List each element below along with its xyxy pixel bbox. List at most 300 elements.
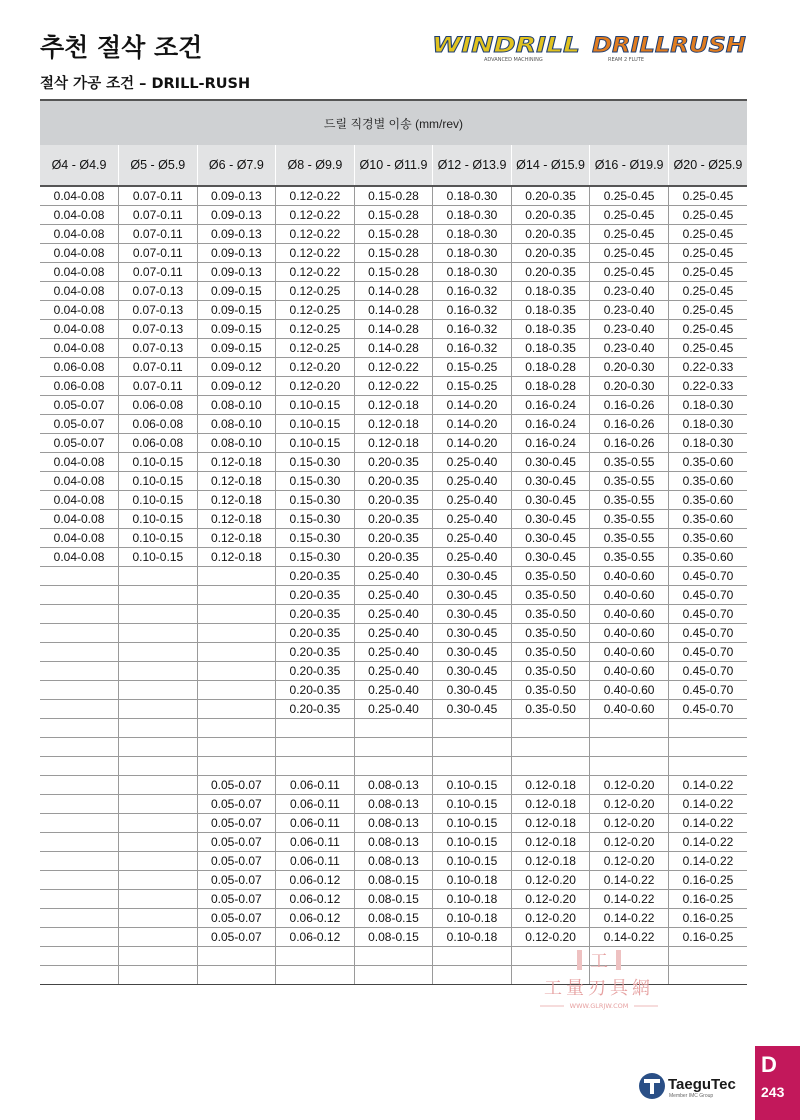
table-cell: 0.16-0.24 [511,434,590,453]
table-cell [590,719,669,738]
table-cell: 0.16-0.25 [668,890,747,909]
table-cell: 0.12-0.18 [197,529,276,548]
table-cell: 0.12-0.18 [197,548,276,567]
table-row [40,282,747,301]
table-cell: 0.06-0.12 [276,871,355,890]
table-cell [276,966,355,985]
table-cell: 0.35-0.55 [590,529,669,548]
table-cell: 0.16-0.26 [590,396,669,415]
table-cell: 0.30-0.45 [433,700,512,719]
table-cell: 0.35-0.55 [590,491,669,510]
table-cell: 0.20-0.35 [511,206,590,225]
table-cell [119,700,198,719]
table-cell [119,681,198,700]
table-cell: 0.35-0.50 [511,681,590,700]
table-cell: 0.40-0.60 [590,643,669,662]
table-cell: 0.06-0.11 [276,795,355,814]
table-cell [590,757,669,776]
table-cell [197,738,276,757]
table-cell [40,795,119,814]
table-cell [197,966,276,985]
table-cell: 0.18-0.30 [433,244,512,263]
table-cell: 0.10-0.18 [433,909,512,928]
table-cell [433,738,512,757]
column-header: Ø14 - Ø15.9 [511,145,590,186]
table-row [40,415,747,434]
table-cell: 0.20-0.30 [590,377,669,396]
watermark-mark: 工 [590,951,608,972]
table-cell: 0.25-0.40 [433,472,512,491]
table-cell: 0.18-0.30 [668,415,747,434]
table-cell: 0.20-0.35 [276,586,355,605]
table-cell: 0.07-0.13 [119,320,198,339]
table-cell [668,738,747,757]
table-cell: 0.09-0.15 [197,320,276,339]
table-cell: 0.04-0.08 [40,510,119,529]
table-cell: 0.12-0.20 [590,795,669,814]
table-cell: 0.14-0.28 [354,282,433,301]
table-cell: 0.30-0.45 [511,529,590,548]
table-cell: 0.25-0.40 [354,681,433,700]
table-cell: 0.05-0.07 [197,852,276,871]
table-cell: 0.25-0.40 [354,586,433,605]
table-cell: 0.12-0.18 [354,434,433,453]
table-row [40,263,747,282]
brand-drillrush-logo: DRILLRUSH [592,33,747,57]
table-cell: 0.04-0.08 [40,186,119,206]
table-cell: 0.25-0.40 [354,624,433,643]
table-cell: 0.06-0.11 [276,852,355,871]
table-cell: 0.05-0.07 [197,909,276,928]
table-cell: 0.30-0.45 [511,548,590,567]
table-cell: 0.12-0.18 [511,795,590,814]
table-cell: 0.16-0.32 [433,339,512,358]
table-cell [40,833,119,852]
table-cell: 0.35-0.50 [511,624,590,643]
table-cell: 0.05-0.07 [40,415,119,434]
table-row [40,567,747,586]
watermark-title: 工量刃具網 [544,978,654,999]
table-cell: 0.10-0.15 [119,510,198,529]
table-cell: 0.14-0.22 [590,871,669,890]
table-cell: 0.04-0.08 [40,453,119,472]
table-cell: 0.07-0.13 [119,339,198,358]
table-cell [119,738,198,757]
table-cell [119,814,198,833]
table-cell [668,757,747,776]
table-cell: 0.45-0.70 [668,586,747,605]
table-cell: 0.20-0.35 [276,643,355,662]
table-cell: 0.30-0.45 [511,472,590,491]
table-cell: 0.09-0.13 [197,225,276,244]
table-cell: 0.40-0.60 [590,681,669,700]
table-cell: 0.25-0.40 [433,529,512,548]
table-cell: 0.07-0.11 [119,377,198,396]
table-cell: 0.07-0.11 [119,244,198,263]
watermark-bracket-right [616,950,621,970]
table-cell: 0.15-0.28 [354,186,433,206]
table-cell [119,719,198,738]
page-title: 추천 절삭 조건 [40,33,203,62]
table-cell [197,700,276,719]
table-subtitle: 절삭 가공 조건 – DRILL-RUSH [40,76,251,92]
table-cell: 0.18-0.35 [511,339,590,358]
table-cell [276,947,355,966]
table-cell: 0.14-0.22 [590,928,669,947]
table-row [40,605,747,624]
table-cell: 0.08-0.10 [197,434,276,453]
table-cell: 0.30-0.45 [511,453,590,472]
table-cell: 0.14-0.20 [433,415,512,434]
table-cell: 0.12-0.25 [276,339,355,358]
table-row [40,662,747,681]
table-cell: 0.16-0.32 [433,320,512,339]
table-cell: 0.12-0.18 [197,491,276,510]
brand-logos [432,30,748,64]
table-cell [119,966,198,985]
table-cell [197,757,276,776]
table-cell [197,643,276,662]
table-cell [40,757,119,776]
table-cell: 0.25-0.45 [668,225,747,244]
column-header: Ø5 - Ø5.9 [119,145,198,186]
table-cell [197,586,276,605]
table-cell: 0.12-0.18 [511,814,590,833]
table-cell [40,700,119,719]
table-cell: 0.04-0.08 [40,282,119,301]
table-cell [40,738,119,757]
table-cell: 0.08-0.10 [197,415,276,434]
table-row [40,510,747,529]
group-header-row [40,100,747,145]
table-cell: 0.06-0.08 [40,358,119,377]
watermark [534,944,684,1014]
table-cell [511,738,590,757]
table-cell: 0.20-0.35 [276,624,355,643]
table-cell: 0.12-0.20 [590,814,669,833]
table-cell: 0.04-0.08 [40,472,119,491]
table-cell: 0.12-0.18 [197,453,276,472]
table-cell [197,681,276,700]
table-cell: 0.12-0.22 [276,244,355,263]
table-cell: 0.35-0.60 [668,529,747,548]
table-cell: 0.20-0.35 [354,453,433,472]
table-cell: 0.07-0.11 [119,225,198,244]
table-cell: 0.05-0.07 [197,776,276,795]
table-cell: 0.12-0.18 [197,510,276,529]
table-cell: 0.25-0.45 [590,186,669,206]
table-row [40,643,747,662]
table-cell: 0.40-0.60 [590,624,669,643]
table-cell: 0.12-0.20 [590,852,669,871]
table-cell [119,757,198,776]
table-cell: 0.04-0.08 [40,206,119,225]
table-cell: 0.10-0.18 [433,890,512,909]
table-cell: 0.14-0.20 [433,434,512,453]
table-cell: 0.12-0.20 [511,871,590,890]
table-row [40,529,747,548]
table-cell [354,719,433,738]
table-cell [119,662,198,681]
table-row [40,396,747,415]
table-cell: 0.14-0.22 [668,833,747,852]
table-cell: 0.12-0.18 [511,852,590,871]
watermark-url: WWW.GLRJW.COM [569,1002,629,1010]
table-cell: 0.10-0.15 [119,453,198,472]
table-cell: 0.30-0.45 [433,662,512,681]
table-cell: 0.35-0.60 [668,453,747,472]
table-cell [276,719,355,738]
table-cell [119,871,198,890]
table-cell: 0.35-0.50 [511,662,590,681]
table-cell: 0.25-0.40 [354,605,433,624]
table-cell [119,795,198,814]
table-cell: 0.16-0.24 [511,415,590,434]
table-cell: 0.10-0.15 [276,434,355,453]
table-cell: 0.09-0.13 [197,206,276,225]
table-cell [119,947,198,966]
table-cell: 0.25-0.45 [590,206,669,225]
table-cell: 0.30-0.45 [433,567,512,586]
table-cell: 0.06-0.08 [119,396,198,415]
table-cell: 0.06-0.11 [276,776,355,795]
table-cell: 0.45-0.70 [668,643,747,662]
table-cell: 0.18-0.30 [433,206,512,225]
table-cell: 0.30-0.45 [433,586,512,605]
table-row [40,871,747,890]
page-number: 243 [761,1084,785,1100]
table-cell [511,719,590,738]
table-cell [40,719,119,738]
table-cell: 0.18-0.28 [511,358,590,377]
table-cell: 0.20-0.35 [276,681,355,700]
table-cell: 0.08-0.15 [354,928,433,947]
table-cell: 0.20-0.35 [354,510,433,529]
table-cell [40,814,119,833]
table-cell: 0.15-0.28 [354,225,433,244]
table-cell: 0.20-0.35 [354,529,433,548]
table-cell: 0.12-0.25 [276,282,355,301]
table-cell: 0.20-0.35 [276,605,355,624]
table-cell: 0.25-0.45 [668,301,747,320]
table-cell: 0.05-0.07 [40,434,119,453]
table-cell: 0.35-0.50 [511,605,590,624]
table-cell: 0.05-0.07 [197,871,276,890]
table-cell: 0.16-0.26 [590,415,669,434]
table-cell: 0.15-0.28 [354,206,433,225]
table-cell [119,852,198,871]
table-cell: 0.12-0.22 [276,225,355,244]
table-cell [40,890,119,909]
table-cell: 0.20-0.35 [354,491,433,510]
table-cell [40,909,119,928]
table-row [40,719,747,738]
table-cell: 0.40-0.60 [590,700,669,719]
table-cell [119,643,198,662]
table-cell: 0.35-0.55 [590,472,669,491]
table-cell: 0.05-0.07 [40,396,119,415]
table-cell: 0.08-0.13 [354,814,433,833]
table-cell [40,605,119,624]
table-cell: 0.25-0.45 [668,282,747,301]
table-cell: 0.12-0.18 [511,833,590,852]
table-cell: 0.45-0.70 [668,700,747,719]
table-cell: 0.10-0.15 [119,491,198,510]
table-cell [40,852,119,871]
table-cell: 0.16-0.32 [433,301,512,320]
table-cell: 0.14-0.20 [433,396,512,415]
table-cell [40,928,119,947]
table-cell: 0.25-0.45 [668,263,747,282]
table-cell [433,757,512,776]
table-row [40,890,747,909]
table-cell: 0.35-0.60 [668,548,747,567]
table-cell [40,681,119,700]
table-cell: 0.25-0.45 [668,339,747,358]
table-row [40,206,747,225]
table-cell: 0.18-0.30 [668,396,747,415]
table-row [40,757,747,776]
table-row [40,339,747,358]
table-cell: 0.14-0.22 [668,795,747,814]
table-cell: 0.35-0.50 [511,586,590,605]
table-row [40,700,747,719]
table-cell [40,662,119,681]
table-cell: 0.25-0.40 [433,510,512,529]
table-cell: 0.25-0.40 [354,662,433,681]
table-cell: 0.35-0.60 [668,491,747,510]
table-row [40,624,747,643]
table-cell: 0.06-0.12 [276,909,355,928]
table-cell: 0.40-0.60 [590,605,669,624]
table-cell: 0.10-0.15 [119,529,198,548]
table-cell [119,586,198,605]
table-cell: 0.25-0.45 [668,244,747,263]
table-cell: 0.12-0.20 [276,377,355,396]
table-cell: 0.10-0.15 [433,852,512,871]
table-cell: 0.04-0.08 [40,529,119,548]
table-cell: 0.08-0.15 [354,909,433,928]
table-row [40,186,747,206]
table-cell: 0.15-0.30 [276,510,355,529]
table-row [40,244,747,263]
table-cell: 0.04-0.08 [40,301,119,320]
table-row [40,491,747,510]
table-cell: 0.15-0.30 [276,548,355,567]
table-cell: 0.35-0.60 [668,510,747,529]
section-letter: D [761,1052,777,1077]
table-cell [590,738,669,757]
table-cell: 0.09-0.15 [197,282,276,301]
table-cell: 0.12-0.18 [511,776,590,795]
brand-tagline: Member IMC Group [669,1093,714,1099]
feed-rate-table [40,99,747,985]
table-cell [511,757,590,776]
table-cell [354,947,433,966]
table-row [40,225,747,244]
table-cell: 0.20-0.35 [511,225,590,244]
table-cell: 0.07-0.11 [119,206,198,225]
table-cell [119,833,198,852]
table-cell: 0.23-0.40 [590,320,669,339]
table-cell [119,776,198,795]
table-cell: 0.18-0.30 [433,263,512,282]
table-cell: 0.05-0.07 [197,814,276,833]
table-cell: 0.20-0.30 [590,358,669,377]
table-cell: 0.12-0.18 [197,472,276,491]
table-cell: 0.12-0.18 [354,415,433,434]
table-cell: 0.14-0.28 [354,320,433,339]
table-cell: 0.23-0.40 [590,282,669,301]
column-header: Ø20 - Ø25.9 [668,145,747,186]
table-cell: 0.30-0.45 [433,643,512,662]
table-cell: 0.06-0.08 [40,377,119,396]
table-cell: 0.45-0.70 [668,624,747,643]
table-cell: 0.10-0.18 [433,928,512,947]
table-cell [40,966,119,985]
table-row [40,586,747,605]
table-row [40,814,747,833]
table-cell: 0.04-0.08 [40,491,119,510]
table-cell [197,624,276,643]
table-cell: 0.08-0.13 [354,776,433,795]
table-cell: 0.16-0.25 [668,871,747,890]
section-tab [755,1046,800,1120]
table-cell: 0.14-0.22 [668,776,747,795]
column-header: Ø6 - Ø7.9 [197,145,276,186]
table-cell: 0.25-0.40 [433,491,512,510]
table-cell: 0.12-0.25 [276,320,355,339]
table-cell: 0.20-0.35 [276,567,355,586]
table-cell: 0.25-0.40 [354,567,433,586]
table-cell: 0.08-0.13 [354,795,433,814]
table-cell: 0.07-0.13 [119,301,198,320]
table-cell: 0.08-0.15 [354,871,433,890]
table-cell: 0.40-0.60 [590,662,669,681]
table-cell: 0.20-0.35 [354,472,433,491]
table-cell: 0.18-0.30 [433,225,512,244]
table-cell [197,567,276,586]
column-header: Ø4 - Ø4.9 [40,145,119,186]
column-header: Ø16 - Ø19.9 [590,145,669,186]
table-cell [119,605,198,624]
table-cell: 0.12-0.22 [276,186,355,206]
table-cell: 0.06-0.11 [276,833,355,852]
table-cell: 0.12-0.20 [511,909,590,928]
table-cell: 0.18-0.30 [668,434,747,453]
watermark-bracket-left [577,950,582,970]
table-cell [433,719,512,738]
table-cell: 0.10-0.15 [433,776,512,795]
table-cell: 0.06-0.12 [276,890,355,909]
table-cell [40,776,119,795]
table-cell: 0.20-0.35 [276,662,355,681]
table-cell: 0.25-0.40 [354,700,433,719]
table-cell: 0.23-0.40 [590,339,669,358]
table-cell: 0.15-0.25 [433,358,512,377]
table-cell [119,567,198,586]
table-cell: 0.35-0.50 [511,567,590,586]
table-cell: 0.45-0.70 [668,681,747,700]
table-cell: 0.04-0.08 [40,244,119,263]
table-cell: 0.14-0.22 [590,909,669,928]
table-cell [433,966,512,985]
table-row [40,852,747,871]
table-cell [354,738,433,757]
table-cell: 0.25-0.45 [590,225,669,244]
table-cell: 0.10-0.15 [119,472,198,491]
table-row [40,472,747,491]
